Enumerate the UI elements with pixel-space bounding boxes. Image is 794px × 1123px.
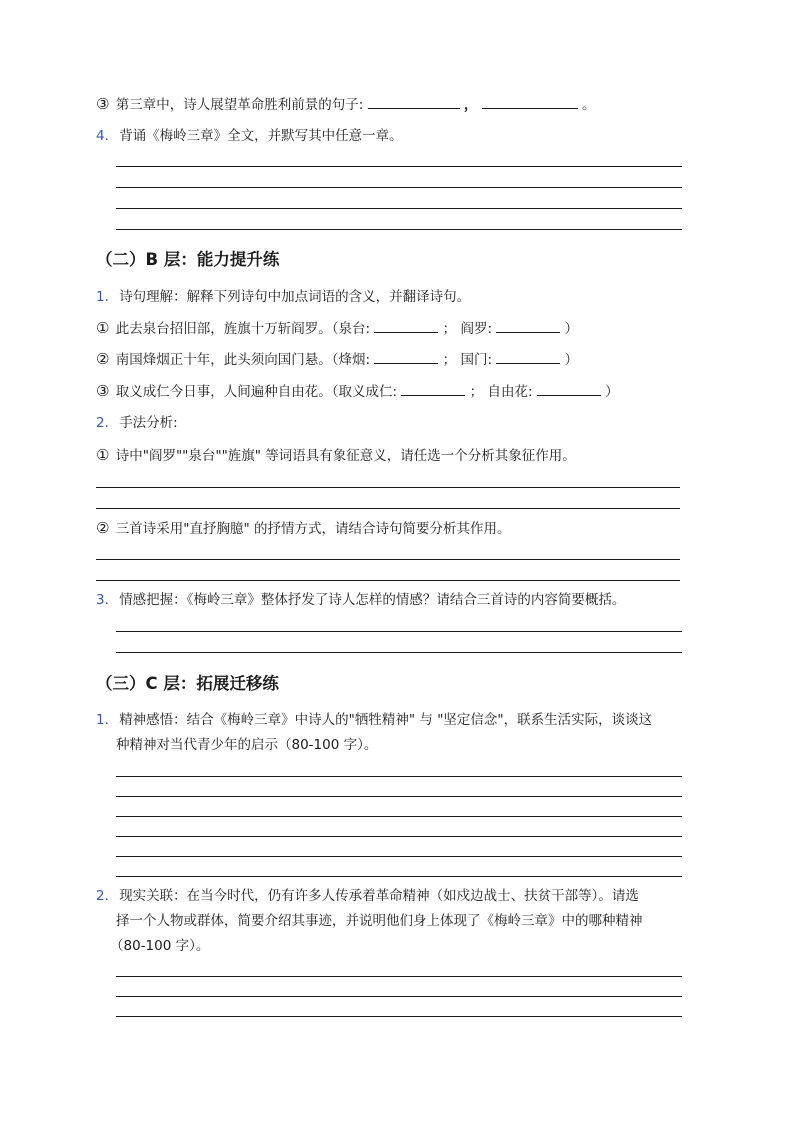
answer-blank[interactable] — [401, 381, 465, 396]
c-question-1 — [96, 710, 652, 730]
answer-line[interactable] — [96, 487, 680, 488]
answer-blank[interactable] — [496, 349, 560, 364]
b1-item-2 — [96, 349, 578, 370]
item-text: 南国烽烟正十年，此头须向国门悬。（烽烟: — [115, 352, 371, 368]
answer-line[interactable] — [116, 776, 682, 777]
circle-number-2: ② — [96, 519, 110, 537]
answer-line[interactable] — [96, 580, 680, 581]
question-4 — [96, 126, 403, 146]
answer-blank[interactable] — [374, 318, 438, 333]
question-number: 2. — [96, 415, 109, 431]
question-number: 4. — [96, 128, 109, 144]
item-text: 三首诗采用"直抒胸臆" 的抒情方式，请结合诗句简要分析其作用。 — [115, 521, 511, 537]
circle-number-1: ① — [96, 446, 110, 464]
circle-number-3: ③ — [96, 382, 110, 400]
item-mid: ； 国门: — [442, 352, 492, 368]
b1-item-1 — [96, 318, 578, 339]
comma-separator: ， — [463, 97, 478, 113]
item-mid: ； 阎罗: — [442, 321, 492, 337]
b2-item-2 — [96, 518, 510, 539]
b-question-2 — [96, 413, 178, 433]
answer-blank[interactable] — [374, 349, 438, 364]
answer-line[interactable] — [116, 816, 682, 817]
answer-blank[interactable] — [482, 94, 578, 109]
b2-item-1 — [96, 445, 576, 466]
question-number: 2. — [96, 888, 109, 904]
item-end: ） — [564, 352, 579, 368]
answer-line[interactable] — [116, 187, 682, 188]
section-b-heading: （二）B 层：能力提升练 — [96, 250, 280, 269]
answer-line[interactable] — [116, 976, 682, 977]
item-text: 取义成仁今日事，人间遍种自由花。（取义成仁: — [115, 384, 398, 400]
item-end: ） — [605, 384, 619, 400]
answer-line[interactable] — [96, 559, 680, 560]
question-number: 1. — [96, 712, 109, 728]
c-question-2-cont: （80-100 字）。 — [110, 938, 210, 954]
answer-blank[interactable] — [368, 94, 460, 109]
answer-line[interactable] — [116, 856, 682, 857]
period: 。 — [582, 97, 596, 113]
c-question-2 — [96, 886, 639, 906]
q3-text: 第三章中，诗人展望革命胜利前景的句子: — [115, 97, 364, 113]
answer-blank[interactable] — [496, 318, 560, 333]
circle-number-2: ② — [96, 350, 110, 368]
item-text: 诗中"阎罗""泉台""旌旗" 等词语具有象征意义，请任选一个分析其象征作用。 — [115, 448, 576, 464]
question-number: 3. — [96, 592, 109, 608]
section-c-heading: （三）C 层：拓展迁移练 — [96, 674, 279, 693]
answer-line[interactable] — [116, 229, 682, 230]
item-text: 此去泉台招旧部，旌旗十万斩阎罗。（泉台: — [115, 321, 371, 337]
question-text: 手法分析: — [119, 415, 178, 431]
answer-line[interactable] — [116, 796, 682, 797]
answer-line[interactable] — [116, 876, 682, 877]
question-text: 情感把握：《梅岭三章》整体抒发了诗人怎样的情感？请结合三首诗的内容简要概括。 — [119, 592, 626, 608]
question-text: 精神感悟：结合《梅岭三章》中诗人的"牺牲精神" 与 "坚定信念"，联系生活实际，谈谈这 — [119, 712, 653, 728]
answer-line[interactable] — [116, 836, 682, 837]
answer-line[interactable] — [116, 996, 682, 997]
q3-fill-line — [96, 94, 596, 115]
c-question-1-cont: 种精神对当代青少年的启示（80-100 字）。 — [116, 737, 378, 753]
answer-line[interactable] — [116, 166, 682, 167]
item-mid: ； 自由花: — [469, 384, 533, 400]
b1-item-3 — [96, 381, 619, 402]
circle-number-1: ① — [96, 319, 110, 337]
b-question-3 — [96, 590, 625, 610]
question-text: 诗句理解：解释下列诗句中加点词语的含义，并翻译诗句。 — [119, 289, 471, 305]
circle-number-3: ③ — [96, 95, 110, 113]
item-end: ） — [564, 321, 579, 337]
answer-line[interactable] — [116, 208, 682, 209]
question-text: 现实关联：在当今时代，仍有许多人传承着革命精神（如戍边战士、扶贫干部等）。请选 — [119, 888, 639, 904]
answer-blank[interactable] — [537, 381, 601, 396]
answer-line[interactable] — [116, 1016, 682, 1017]
b-question-1 — [96, 287, 470, 307]
question-number: 1. — [96, 289, 109, 305]
question-text: 背诵《梅岭三章》全文，并默写其中任意一章。 — [119, 128, 403, 144]
answer-line[interactable] — [116, 631, 682, 632]
answer-line[interactable] — [96, 508, 680, 509]
answer-line[interactable] — [116, 652, 682, 653]
c-question-2-cont: 择一个人物或群体，简要介绍其事迹，并说明他们身上体现了《梅岭三章》中的哪种精神 — [116, 913, 643, 929]
